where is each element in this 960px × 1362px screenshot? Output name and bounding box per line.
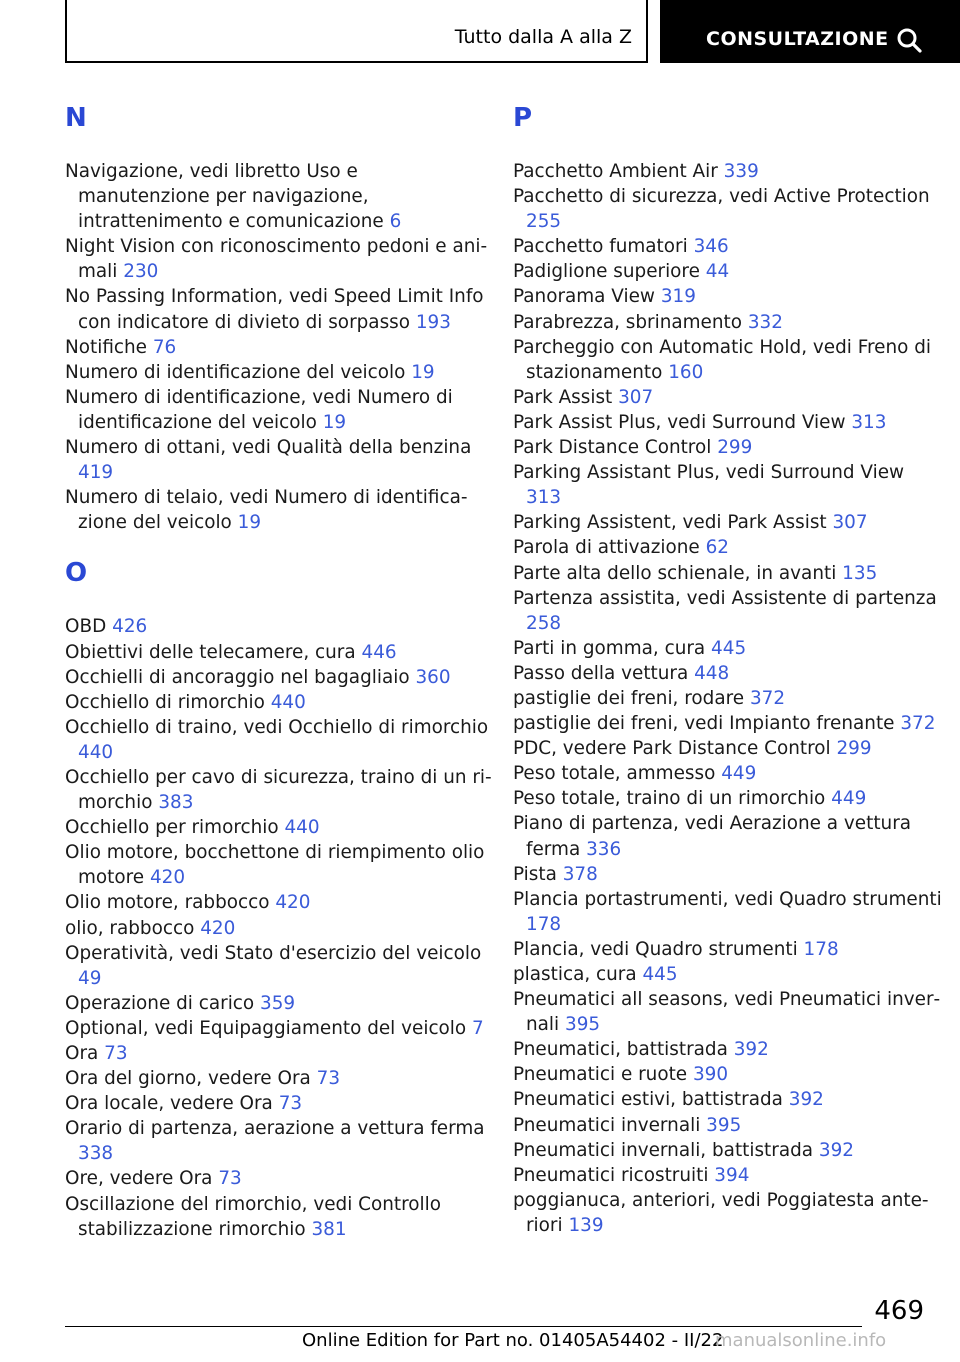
index-entry-text: Pneumatici invernali, battistrada <box>513 1139 814 1161</box>
index-entry-page-link[interactable]: 449 <box>831 788 867 810</box>
index-entry-page-link[interactable]: 307 <box>618 386 654 408</box>
index-entry-page-link[interactable]: 392 <box>818 1139 855 1161</box>
index-entry-page-link[interactable]: 446 <box>361 641 397 663</box>
index-entry-text: Ora del giorno, vedere Ora <box>65 1068 311 1090</box>
index-entry-text: Numero di identificazione, vedi Numero di identificazione del veicolo <box>65 386 453 433</box>
index-entry-page-link[interactable]: 426 <box>112 616 148 638</box>
index-entry-text: Plancia portastrumenti, vedi Quadro strumenti <box>513 888 942 910</box>
index-entry-page-link[interactable]: 440 <box>270 691 306 713</box>
index-entry-text: Pista <box>513 863 557 885</box>
index-entry <box>65 991 495 1016</box>
index-entry-text: plastica, cura <box>513 964 637 985</box>
index-entry-page-link[interactable]: 336 <box>586 838 622 860</box>
index-entry-page-link[interactable]: 449 <box>721 763 757 785</box>
index-entry-text: Pacchetto di sicurezza, vedi Active Protection <box>513 186 930 208</box>
index-entry-text: Oscillazione del rimorchio, vedi Controllo stabilizzazione rimorchio <box>65 1193 442 1240</box>
index-entry-page-link[interactable]: 313 <box>851 411 887 433</box>
index-entry <box>65 815 495 840</box>
index-entry-text: olio, rabbocco <box>65 917 195 939</box>
index-entry-text: Pneumatici invernali <box>513 1114 701 1136</box>
index-entry-text: Numero di telaio, vedi Numero di identificazione del veicolo <box>65 487 468 534</box>
index-entry-text: Parte alta dello schienale, in avanti <box>513 562 837 584</box>
index-entry-page-link[interactable]: 19 <box>237 512 262 534</box>
index-column-left <box>65 98 495 1242</box>
index-entry <box>513 786 943 811</box>
index-entry <box>65 1016 495 1041</box>
index-entry <box>513 1188 943 1238</box>
index-entry-page-link[interactable]: 307 <box>832 512 868 534</box>
index-entry <box>513 661 943 686</box>
index-entry <box>65 284 495 334</box>
index-entry-page-link[interactable]: 383 <box>158 792 194 814</box>
index-entry-page-link[interactable]: 381 <box>311 1218 347 1240</box>
index-entry-text: Parking Assistent, vedi Park Assist <box>513 512 827 534</box>
index-entry-text: Olio motore, rabbocco <box>65 892 270 914</box>
index-entry <box>513 435 943 460</box>
index-entry-page-link[interactable]: 135 <box>842 562 878 584</box>
index-entry <box>65 1091 495 1116</box>
index-entry <box>513 862 943 887</box>
index-entry-page-link[interactable]: 332 <box>747 311 783 333</box>
index-entry-page-link[interactable]: 448 <box>694 662 730 684</box>
index-entry <box>513 385 943 410</box>
index-entry <box>65 941 495 991</box>
index-entry-text: poggianuca, anteriori, vedi Poggiatesta anteriori <box>513 1189 929 1236</box>
index-entry-page-link[interactable]: 346 <box>693 236 729 258</box>
index-entry-page-link[interactable]: 230 <box>123 261 159 283</box>
index-entry <box>65 640 495 665</box>
index-entry-text: PDC, vedere Park Distance Control <box>513 738 831 760</box>
index-entry-page-link[interactable]: 6 <box>389 211 402 233</box>
index-entry-page-link[interactable]: 440 <box>78 741 114 763</box>
index-entry-text: Pacchetto fumatori <box>513 236 688 258</box>
index-entry <box>513 761 943 786</box>
index-entry <box>65 335 495 360</box>
index-entry-page-link[interactable]: 390 <box>692 1064 729 1086</box>
index-entry-page-link[interactable]: 19 <box>411 361 435 383</box>
index-entry <box>513 736 943 761</box>
index-entry <box>513 1113 943 1138</box>
index-entry-page-link[interactable]: 62 <box>705 537 729 559</box>
index-entry-page-link[interactable]: 178 <box>526 913 562 935</box>
index-entry-page-link[interactable]: 160 <box>668 361 704 383</box>
index-entry-text: pastiglie dei freni, vedi Impianto frenante <box>513 713 895 735</box>
index-entry-page-link[interactable]: 378 <box>562 863 598 885</box>
index-entry-text: Navigazione, vedi libretto Uso e manutenzione per navigazione, intrattenimento e comunicazione <box>65 161 384 233</box>
index-entry-text: Park Assist <box>513 386 613 408</box>
index-entry-page-link[interactable]: 360 <box>415 666 451 688</box>
index-entry-page-link[interactable]: 73 <box>278 1093 303 1115</box>
index-entry-page-link[interactable]: 440 <box>284 817 320 839</box>
index-entry <box>513 887 943 937</box>
index-entry <box>65 385 495 435</box>
index-entry <box>65 1166 495 1191</box>
index-entry <box>513 234 943 259</box>
index-entry-text: Ore, vedere Ora <box>65 1168 213 1190</box>
index-entry-text: Occhielli di ancoraggio nel bagagliaio <box>65 666 410 688</box>
index-entry-page-link[interactable]: 258 <box>526 612 562 634</box>
index-entry <box>513 1037 943 1062</box>
index-entry-text: Parola di attivazione <box>513 537 700 559</box>
index-entry-text: Pneumatici all seasons, vedi Pneumatici invernali <box>513 989 941 1036</box>
index-entry <box>513 460 943 510</box>
index-entry-text: Panorama View <box>513 286 655 308</box>
footer-watermark: manualsonline.info <box>715 1330 887 1351</box>
index-entry-page-link[interactable]: 420 <box>149 867 186 889</box>
index-entry <box>65 690 495 715</box>
index-entry-text: Peso totale, ammesso <box>513 763 716 785</box>
index-entry <box>65 765 495 815</box>
index-entry-page-link[interactable]: 419 <box>78 462 114 484</box>
index-entry-text: Occhiello per rimorchio <box>65 817 279 839</box>
index-entry-text: Optional, vedi Equipaggiamento del veicolo <box>65 1017 467 1039</box>
index-entry-text: Parti in gomma, cura <box>513 637 706 659</box>
index-entry-text: Parcheggio con Automatic Hold, vedi Freno di stazionamento <box>513 336 931 383</box>
index-entry-text: OBD <box>65 616 107 638</box>
index-entry <box>513 962 943 987</box>
footer-divider <box>65 1326 862 1327</box>
index-entry-text: Parking Assistant Plus, vedi Surround View <box>513 462 905 484</box>
index-entry <box>65 360 495 385</box>
header-consultazione-tab[interactable] <box>660 0 960 63</box>
index-entry <box>65 1066 495 1091</box>
index-entry <box>65 435 495 485</box>
index-entry <box>65 614 495 639</box>
index-entry-text: Passo della vettura <box>513 662 689 684</box>
index-entry <box>513 310 943 335</box>
index-entry <box>513 535 943 560</box>
index-entry <box>65 1116 495 1166</box>
index-entry-page-link[interactable]: 319 <box>660 286 696 308</box>
index-entry-page-link[interactable]: 178 <box>803 938 839 960</box>
index-entry <box>65 840 495 890</box>
index-entry-page-link[interactable]: 76 <box>152 336 177 358</box>
index-entry <box>513 1062 943 1087</box>
index-entry-page-link[interactable]: 44 <box>705 261 730 283</box>
index-entry-page-link[interactable]: 299 <box>836 738 872 760</box>
index-entry <box>513 987 943 1037</box>
index-entry-text: Night Vision con riconoscimento pedoni e animali <box>65 236 488 283</box>
index-entry <box>513 586 943 636</box>
index-entry <box>65 159 495 234</box>
index-entry-text: Partenza assistita, vedi Assistente di partenza <box>513 587 937 609</box>
index-entry-text: Occhiello di traino, vedi Occhiello di rimorchio <box>65 716 489 738</box>
index-entry <box>513 711 943 736</box>
index-entry-page-link[interactable]: 372 <box>749 687 786 709</box>
index-entry <box>513 184 943 234</box>
index-entry-page-link[interactable]: 19 <box>322 411 347 433</box>
index-entry <box>65 715 495 765</box>
index-entry-text: Operazione di carico <box>65 992 255 1014</box>
header-section-title: Tutto dalla A alla Z <box>454 26 632 48</box>
index-entry <box>65 1192 495 1242</box>
index-entry-page-link[interactable]: 445 <box>642 964 678 985</box>
index-entry-text: Park Assist Plus, vedi Surround View <box>513 411 846 433</box>
header-section-box <box>65 0 648 63</box>
index-entry-text: Ora <box>65 1043 99 1064</box>
index-entry-text: Olio motore, bocchettone di riempimento olio motore <box>65 842 485 889</box>
index-entry <box>65 1041 495 1066</box>
index-entry <box>513 1138 943 1163</box>
index-letter-heading: N <box>65 103 87 133</box>
index-entry-page-link[interactable]: 73 <box>316 1068 341 1090</box>
index-entry-page-link[interactable]: 372 <box>900 713 936 735</box>
index-entry-page-link[interactable]: 299 <box>717 437 753 459</box>
index-entry-page-link[interactable]: 313 <box>526 487 562 509</box>
index-entry-page-link[interactable]: 139 <box>568 1214 604 1236</box>
index-entry-text: Piano di partenza, vedi Aerazione a vettura ferma <box>513 813 912 860</box>
index-entry <box>513 937 943 962</box>
index-entry-page-link[interactable]: 392 <box>733 1039 769 1061</box>
index-entry <box>513 510 943 535</box>
index-letter-heading: O <box>65 558 88 589</box>
index-entry <box>513 636 943 661</box>
index-entry-text: Occhiello di rimorchio <box>65 691 265 713</box>
index-entry <box>65 485 495 535</box>
index-entry-page-link[interactable]: 73 <box>104 1043 128 1064</box>
index-entry-text: Pacchetto Ambient Air <box>513 161 718 182</box>
index-entry <box>513 335 943 385</box>
index-entry-page-link[interactable]: 395 <box>706 1114 742 1136</box>
index-entry <box>513 284 943 309</box>
index-entry-text: Pneumatici e ruote <box>513 1064 688 1086</box>
index-entry-page-link[interactable]: 193 <box>415 311 451 333</box>
index-entry-page-link[interactable]: 395 <box>565 1014 601 1036</box>
index-entry <box>513 811 943 861</box>
index-entry-text: Notifiche <box>65 336 147 358</box>
index-entry <box>65 916 495 941</box>
index-entry-text: Obiettivi delle telecamere, cura <box>65 641 356 663</box>
index-entry <box>65 665 495 690</box>
index-column-right <box>513 98 943 1238</box>
index-entry <box>513 410 943 435</box>
index-entry-page-link[interactable]: 392 <box>788 1089 824 1111</box>
index-entry-page-link[interactable]: 394 <box>714 1164 750 1186</box>
index-entry-text: Pneumatici, battistrada <box>513 1039 728 1061</box>
index-entry-page-link[interactable]: 73 <box>218 1168 242 1190</box>
index-entry-text: Pneumatici ricostruiti <box>513 1164 709 1186</box>
index-entry-page-link[interactable]: 445 <box>711 637 747 659</box>
header-tab-label: CONSULTAZIONE <box>706 28 889 50</box>
index-entry-text: pastiglie dei freni, rodare <box>513 687 745 709</box>
index-entry-text: Numero di ottani, vedi Qualità della benzina <box>65 437 472 459</box>
index-entry-text: Occhiello per cavo di sicurezza, traino di un rimorchio <box>65 766 492 814</box>
index-entry-page-link[interactable]: 420 <box>275 892 311 914</box>
index-entry <box>513 561 943 586</box>
index-entry <box>513 1163 943 1188</box>
index-entry-text: No Passing Information, vedi Speed Limit Info con indicatore di divieto di sorpasso <box>65 286 484 333</box>
index-entry-page-link[interactable]: 420 <box>200 917 236 939</box>
index-entry-page-link[interactable]: 49 <box>78 967 102 989</box>
index-entry-page-link[interactable]: 338 <box>78 1143 114 1165</box>
index-entry-text: Plancia, vedi Quadro strumenti <box>513 938 798 960</box>
page-number: 469 <box>874 1296 924 1326</box>
index-entry-text: Numero di identificazione del veicolo <box>65 361 406 383</box>
index-entry-page-link[interactable]: 339 <box>723 161 759 182</box>
index-entry-page-link[interactable]: 255 <box>526 211 562 233</box>
index-entry-page-link[interactable]: 7 <box>472 1017 484 1039</box>
index-entry <box>513 1087 943 1112</box>
search-icon[interactable] <box>896 27 922 53</box>
index-entry-text: Parabrezza, sbrinamento <box>513 311 742 333</box>
index-entry-page-link[interactable]: 359 <box>260 992 296 1014</box>
index-letter-heading: P <box>513 103 533 133</box>
index-entry <box>513 686 943 711</box>
index-entry-text: Pneumatici estivi, battistrada <box>513 1089 783 1111</box>
index-entry <box>65 234 495 284</box>
index-entry <box>65 890 495 915</box>
index-entry-text: Orario di partenza, aerazione a vettura ferma <box>65 1118 485 1140</box>
index-entry-text: Padiglione superiore <box>513 261 700 283</box>
index-entry-text: Ora locale, vedere Ora <box>65 1093 273 1115</box>
index-entry-text: Operatività, vedi Stato d'esercizio del veicolo <box>65 942 482 964</box>
index-entry-text: Park Distance Control <box>513 437 712 459</box>
footer-edition-text: Online Edition for Part no. 01405A54402 - II/22 <box>302 1330 724 1351</box>
index-entry <box>513 159 943 184</box>
index-entry <box>513 259 943 284</box>
index-entry-text: Peso totale, traino di un rimorchio <box>513 788 826 810</box>
